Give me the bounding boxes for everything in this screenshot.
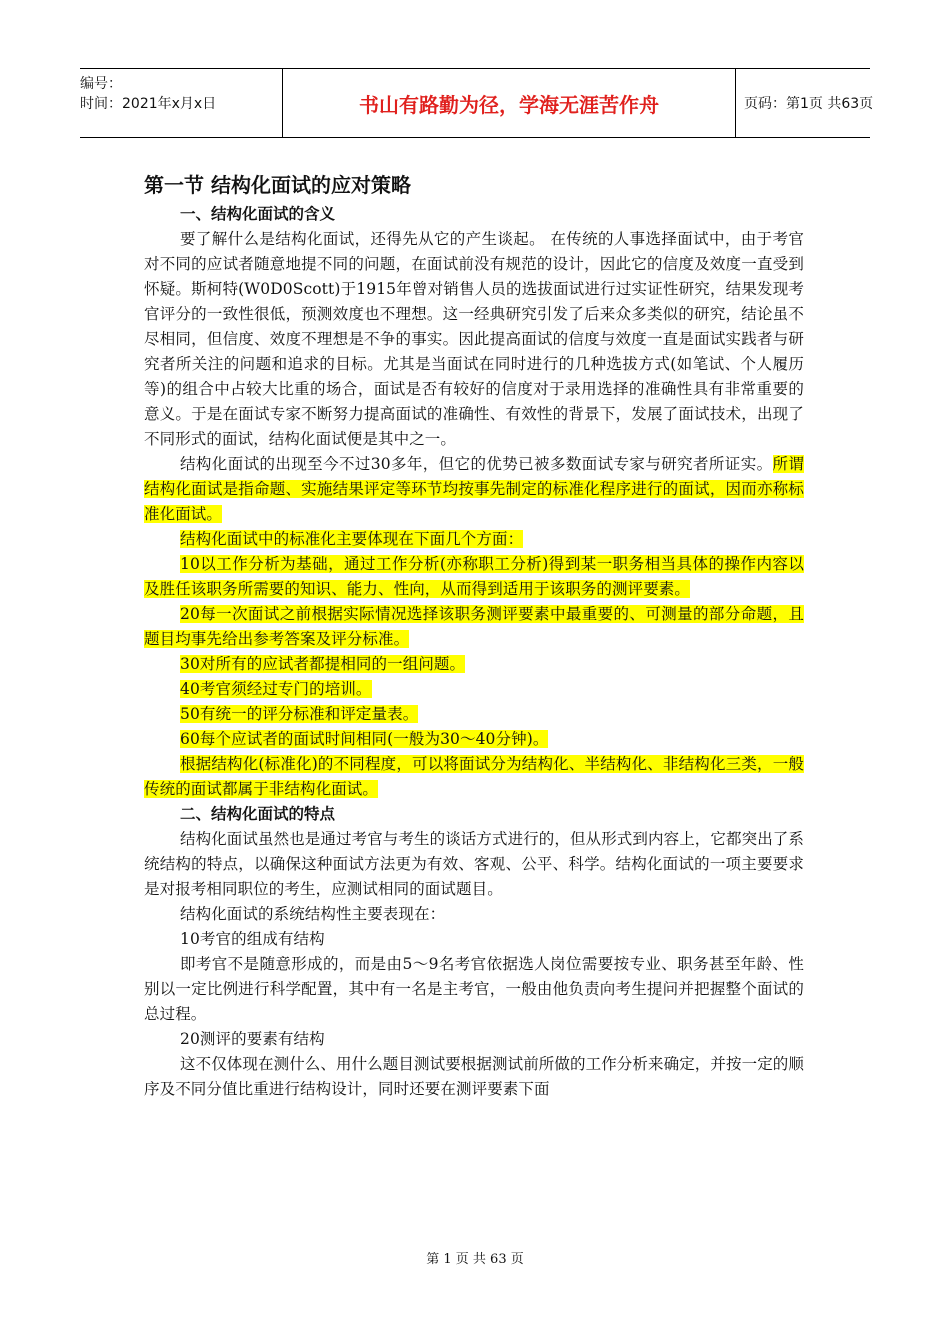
definition-intro: 结构化面试的出现至今不过30多年，但它的优势已被多数面试专家与研究者所证实。 <box>180 455 773 473</box>
document-body <box>144 168 804 1102</box>
definition-highlight: 所谓结构化面试是指命题、实施结果评定等环节均按事先制定的标准化程序进行的面试，因而亦称标准化面试。 <box>144 455 804 523</box>
page-footer: 第 1 页 共 63 页 <box>426 1252 524 1267</box>
paragraph-examiner-body: 即考官不是随意形成的，而是由5～9名考官依据选人岗位需要按专业、职务甚至年龄、性别以一定比例进行科学配置，其中有一名是主考官，一般由他负责向考生提问并把握整个面试的总过程。 <box>144 955 804 1023</box>
paragraph-elements-body: 这不仅体现在测什么、用什么题目测试要根据测试前所做的工作分析来确定，并按一定的顺序及不同分值比重进行结构设计，同时还要在测评要素下面 <box>144 1055 805 1098</box>
heading-features: 二、结构化面试的特点 <box>180 805 336 823</box>
header-motto: 书山有路勤为径，学海无涯苦作舟 <box>282 69 736 137</box>
document-date: 时间：2021年x月x日 <box>80 96 217 112</box>
header-meta <box>80 69 280 142</box>
highlight-item: 结构化面试中的标准化主要体现在下面几个方面： <box>180 530 524 548</box>
highlight-item: 50有统一的评分标准和评定量表。 <box>180 705 419 723</box>
heading-meaning: 一、结构化面试的含义 <box>180 205 336 223</box>
paragraph-definition <box>144 452 804 527</box>
highlight-item: 根据结构化(标准化)的不同程度，可以将面试分为结构化、半结构化、非结构化三类，一般传统的面试都属于非结构化面试。 <box>144 755 804 798</box>
highlight-item: 20每一次面试之前根据实际情况选择该职务测评要素中最重要的、可测量的部分命题，且题目均事先给出参考答案及评分标准。 <box>144 605 804 648</box>
paragraph-structure-intro: 结构化面试的系统结构性主要表现在： <box>180 905 446 923</box>
paragraph-features: 结构化面试虽然也是通过考官与考生的谈话方式进行的，但从形式到内容上，它都突出了系统结构的特点，以确保这种面试方法更为有效、客观、公平、科学。结构化面试的一项主要要求是对报考相同职位的考生，应测试相同的面试题目。 <box>144 830 805 898</box>
highlight-item: 10以工作分析为基础，通过工作分析(亦称职工分析)得到某一职务相当具体的操作内容以及胜任该职务所需要的知识、能力、性向，从而得到适用于该职务的测评要素。 <box>144 555 804 598</box>
highlight-item: 30对所有的应试者都提相同的一组问题。 <box>180 655 466 673</box>
header-page-info: 页码：第1页 共63页 <box>744 96 874 112</box>
highlight-item: 60每个应试者的面试时间相同(一般为30～40分钟)。 <box>180 730 549 748</box>
paragraph-origin: 要了解什么是结构化面试，还得先从它的产生谈起。 在传统的人事选择面试中，由于考官对不同的应试者随意地提不同的问题，在面试前没有规范的设计，因此它的信度及效度一直受到怀疑。斯柯特(W0D0Scott)于1915年曾对销售人员的选拔面试进行过实证性研究，结果发现考官评分的一致性很低，预测效度也不理想。这一经典研究引发了后来众多类似的研究，结论虽不尽相同，但信度、效度不理想是不争的事实。因此提高面试的信度与效度一直是面试实践者与研究者所关注的问题和追求的目标。尤其是当面试在同时进行的几种选拔方式(如笔试、个人履历等)的组合中占较大比重的场合，面试是否有较好的信度对于录用选择的准确性具有非常重要的意义。于是在面试专家不断努力提高面试的准确性、有效性的背景下，发展了面试技术，出现了不同形式的面试，结构化面试便是其中之一。 <box>144 230 804 448</box>
paragraph-elements-heading: 20测评的要素有结构 <box>180 1030 325 1048</box>
document-header <box>80 68 874 138</box>
document-number-label: 编号： <box>80 76 122 92</box>
highlight-item: 40考官须经过专门的培训。 <box>180 680 372 698</box>
section-title: 第一节 结构化面试的应对策略 <box>144 173 411 197</box>
paragraph-examiner-heading: 10考官的组成有结构 <box>180 930 325 948</box>
